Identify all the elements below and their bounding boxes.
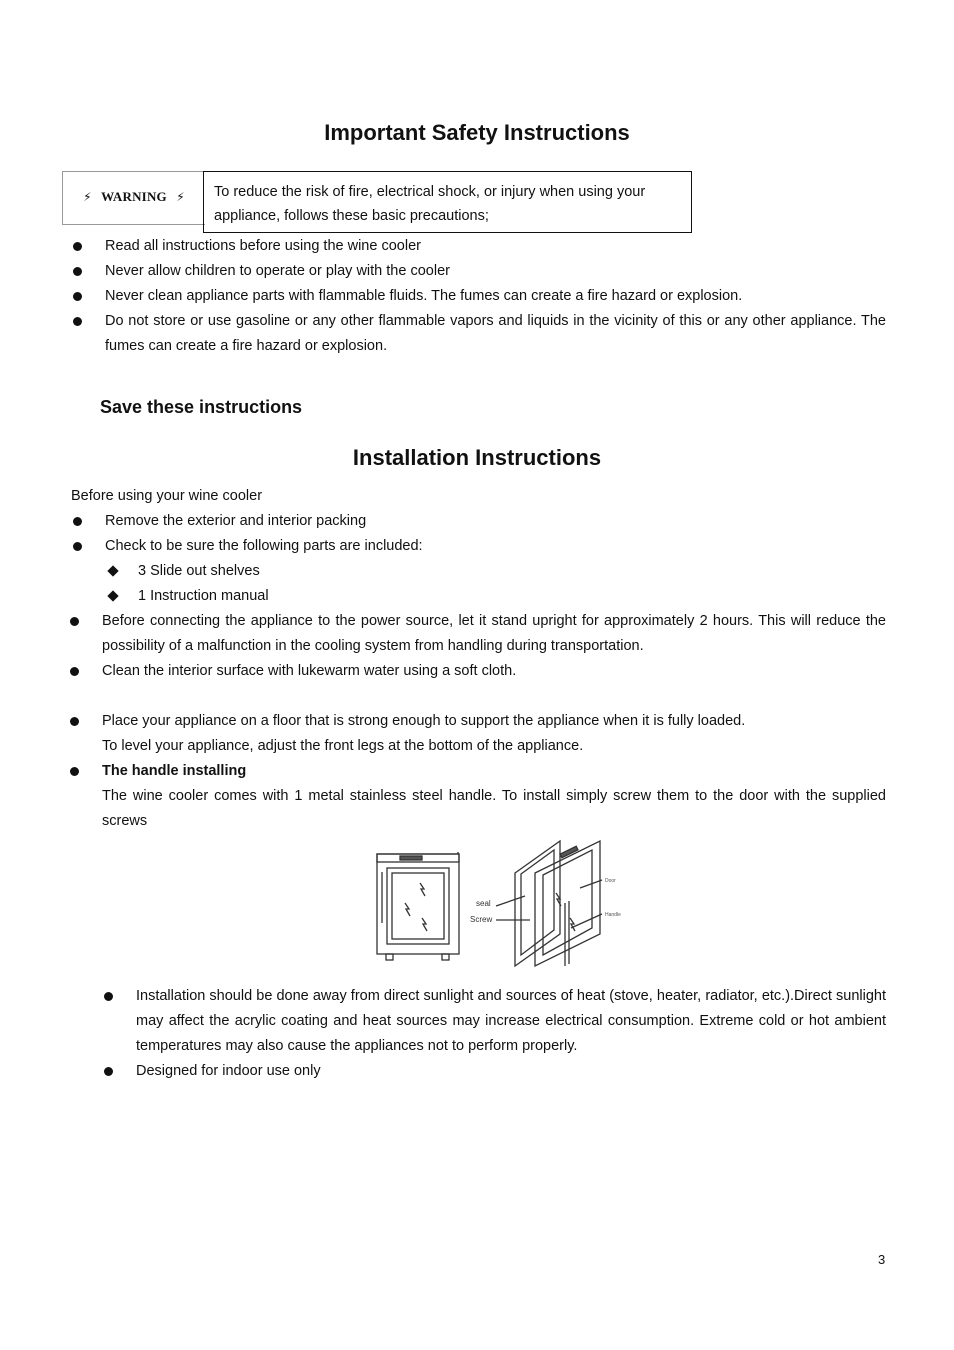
- bullet-icon: [73, 242, 82, 251]
- list-item: Never clean appliance parts with flammable fluids. The fumes can create a fire hazard or explosion.: [105, 288, 743, 304]
- lightning-icon: ⚡: [83, 190, 92, 204]
- bullet-icon: [73, 542, 82, 551]
- list-item: Do not store or use gasoline or any other flammable vapors and liquids in the vicinity of this or any other appliance. The fumes can create a fire hazard or explosion.: [105, 313, 886, 354]
- list-item: Installation should be done away from direct sunlight and sources of heat (stove, heater, radiator, etc.).Direct sunlight may affect the acrylic coating and heat sources may increase electrical consumption. Extreme cold or hot ambient temperatures may also cause the appliances not to perform properly.: [136, 988, 886, 1054]
- page-number: 3: [878, 1252, 886, 1267]
- bullet-icon: [70, 667, 79, 676]
- list-item: Before connecting the appliance to the power source, let it stand upright for approximately 2 hours. This will reduce the possibility of a malfunction in the cooling system from handling during transportation.: [102, 613, 886, 654]
- wine-cooler-illustration: [377, 852, 459, 960]
- diamond-bullet-icon: [107, 565, 118, 576]
- list-item: Never allow children to operate or play with the cooler: [105, 263, 450, 279]
- handle-text: The wine cooler comes with 1 metal stainless steel handle. To install simply screw them to the door with the supplied screws: [102, 788, 886, 829]
- bullet-icon: [73, 267, 82, 276]
- save-instructions-heading: Save these instructions: [100, 397, 303, 417]
- bullet-icon: [73, 292, 82, 301]
- part-item: 1 Instruction manual: [138, 588, 269, 604]
- list-item: Place your appliance on a floor that is strong enough to support the appliance when it is fully loaded.: [102, 713, 746, 729]
- list-item: Designed for indoor use only: [136, 1063, 321, 1079]
- diagram-label-handle: Handle: [605, 912, 621, 918]
- diamond-bullet-icon: [107, 590, 118, 601]
- warning-message: To reduce the risk of fire, electrical shock, or injury when using your appliance, follows these basic precautions;: [214, 184, 646, 224]
- level-text: To level your appliance, adjust the front legs at the bottom of the appliance.: [102, 738, 584, 754]
- bullet-icon: [70, 717, 79, 726]
- bullet-icon: [70, 617, 79, 626]
- bullet-icon: [70, 767, 79, 776]
- bullet-icon: [104, 992, 113, 1001]
- bullet-icon: [73, 517, 82, 526]
- list-item: Remove the exterior and interior packing: [105, 513, 367, 529]
- door-exploded-illustration: [496, 841, 602, 966]
- diagram-label-door: Door: [605, 878, 616, 884]
- warning-label-box: [62, 171, 205, 225]
- handle-installation-diagram: [370, 838, 635, 973]
- list-item: Clean the interior surface with lukewarm water using a soft cloth.: [102, 663, 517, 679]
- handle-heading: The handle installing: [102, 763, 247, 779]
- bullet-icon: [73, 317, 82, 326]
- installation-intro: Before using your wine cooler: [71, 488, 263, 504]
- diagram-label-seal: seal: [476, 899, 491, 908]
- part-item: 3 Slide out shelves: [138, 563, 260, 579]
- warning-label: WARNING: [101, 189, 167, 204]
- safety-title: Important Safety Instructions: [324, 120, 630, 145]
- lightning-icon: ⚡: [176, 190, 185, 204]
- warning-message-box: [203, 171, 692, 233]
- diagram-label-screw: Screw: [470, 915, 493, 924]
- bullet-icon: [104, 1067, 113, 1076]
- list-item: Check to be sure the following parts are included:: [105, 538, 423, 554]
- installation-title: Installation Instructions: [352, 445, 602, 470]
- list-item: Read all instructions before using the wine cooler: [105, 238, 421, 254]
